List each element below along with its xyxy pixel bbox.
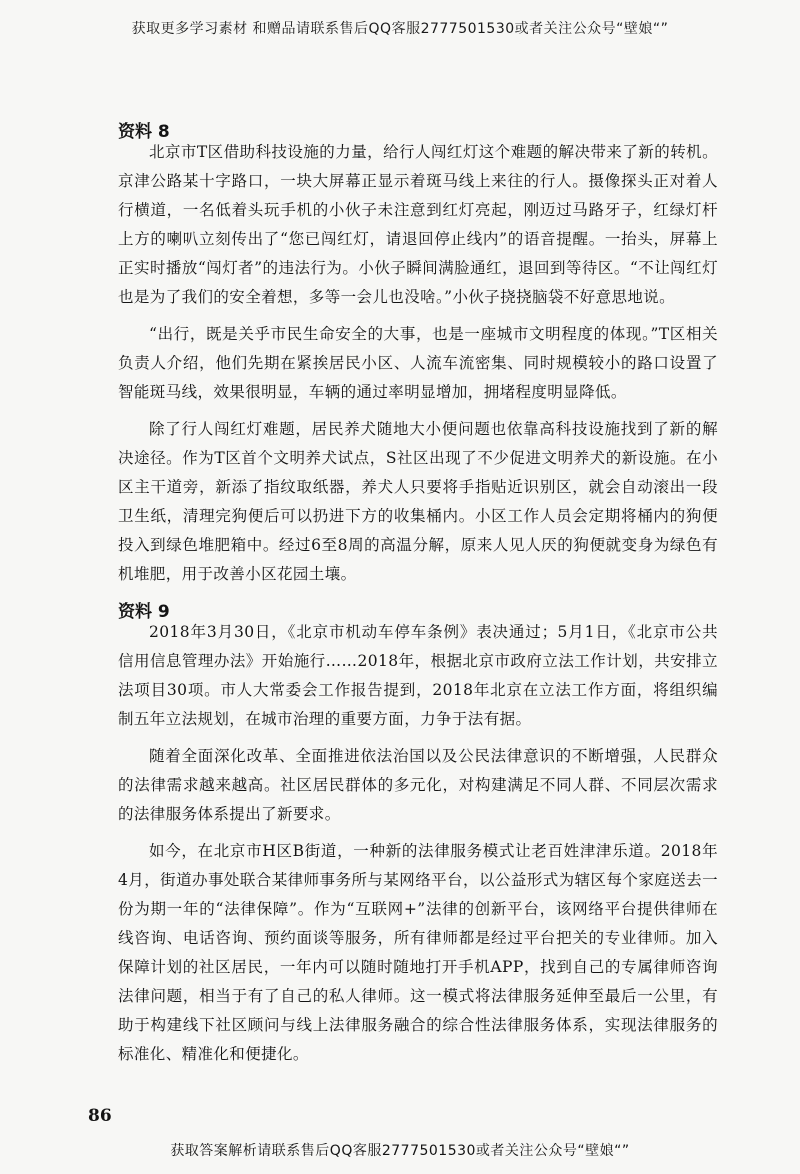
section-9-title: 资料 9 [118, 602, 170, 622]
page-number: 86 [88, 1106, 112, 1126]
section-9-paragraph-2: 随着全面深化改革、全面推进依法治国以及公民法律意识的不断增强，人民群众的法律需求越来越高。社区居民群体的多元化，对构建满足不同人群、不同层次需求的法律服务体系提出了新要求。 [118, 747, 718, 823]
section-8-paragraph-1: 北京市T区借助科技设施的力量，给行人闯红灯这个难题的解决带来了新的转机。京津公路某十字路口，一块大屏幕正显示着斑马线上来往的行人。摄像探头正对着人行横道，一名低着头玩手机的小伙子未注意到红灯亮起，刚迈过马路牙子，红绿灯杆上方的喇叭立刻传出了“您已闯红灯，请退回停止线内”的语音提醒。一抬头，屏幕上正实时播放“闯灯者”的违法行为。小伙子瞬间满脸通红，退回到等待区。“不让闯红灯也是为了我们的安全着想，多等一会儿也没啥。”小伙子挠挠脑袋不好意思地说。 [118, 143, 718, 306]
section-8-body [118, 138, 718, 597]
page-header-banner: 获取更多学习素材 和赠品请联系售后QQ客服2777501530或者关注公众号“壁娘“” [131, 21, 669, 37]
section-8-paragraph-2: “出行，既是关乎市民生命安全的大事，也是一座城市文明程度的体现。”T区相关负责人介绍，他们先期在紧挨居民小区、人流车流密集、同时规模较小的路口设置了智能斑马线，效果很明显，车辆的通过率明显增加，拥堵程度明显降低。 [118, 325, 718, 401]
section-9-body [118, 618, 718, 1077]
section-9-paragraph-1: 2018年3月30日，《北京市机动车停车条例》表决通过；5月1日，《北京市公共信用信息管理办法》开始施行……2018年，根据北京市政府立法工作计划，共安排立法项目30项。市人大常委会工作报告提到，2018年北京在立法工作方面，将组织编制五年立法规划，在城市治理的重要方面，力争于法有据。 [118, 623, 718, 728]
section-9-paragraph-3: 如今，在北京市H区B街道，一种新的法律服务模式让老百姓津津乐道。2018年4月，街道办事处联合某律师事务所与某网络平台，以公益形式为辖区每个家庭送去一份为期一年的“法律保障”。作为“互联网+”法律的创新平台，该网络平台提供律师在线咨询、电话咨询、预约面谈等服务，所有律师都是经过平台把关的专业律师。加入保障计划的社区居民，一年内可以随时随地打开手机APP，找到自己的专属律师咨询法律问题，相当于有了自己的私人律师。这一模式将法律服务延伸至最后一公里，有助于构建线下社区顾问与线上法律服务融合的综合性法律服务体系，实现法律服务的标准化、精准化和便捷化。 [118, 842, 718, 1063]
section-8-paragraph-3: 除了行人闯红灯难题，居民养犬随地大小便问题也依靠高科技设施找到了新的解决途径。作为T区首个文明养犬试点，S社区出现了不少促进文明养犬的新设施。在小区主干道旁，新添了指纹取纸器，养犬人只要将手指贴近识别区，就会自动滚出一段卫生纸，清理完狗便后可以扔进下方的收集桶内。小区工作人员会定期将桶内的狗便投入到绿色堆肥箱中。经过6至8周的高温分解，原来人见人厌的狗便就变身为绿色有机堆肥，用于改善小区花园土壤。 [118, 420, 718, 583]
section-8-title: 资料 8 [118, 122, 170, 142]
page-footer-banner: 获取答案解析请联系售后QQ客服2777501530或者关注公众号“壁娘“” [170, 1143, 630, 1159]
